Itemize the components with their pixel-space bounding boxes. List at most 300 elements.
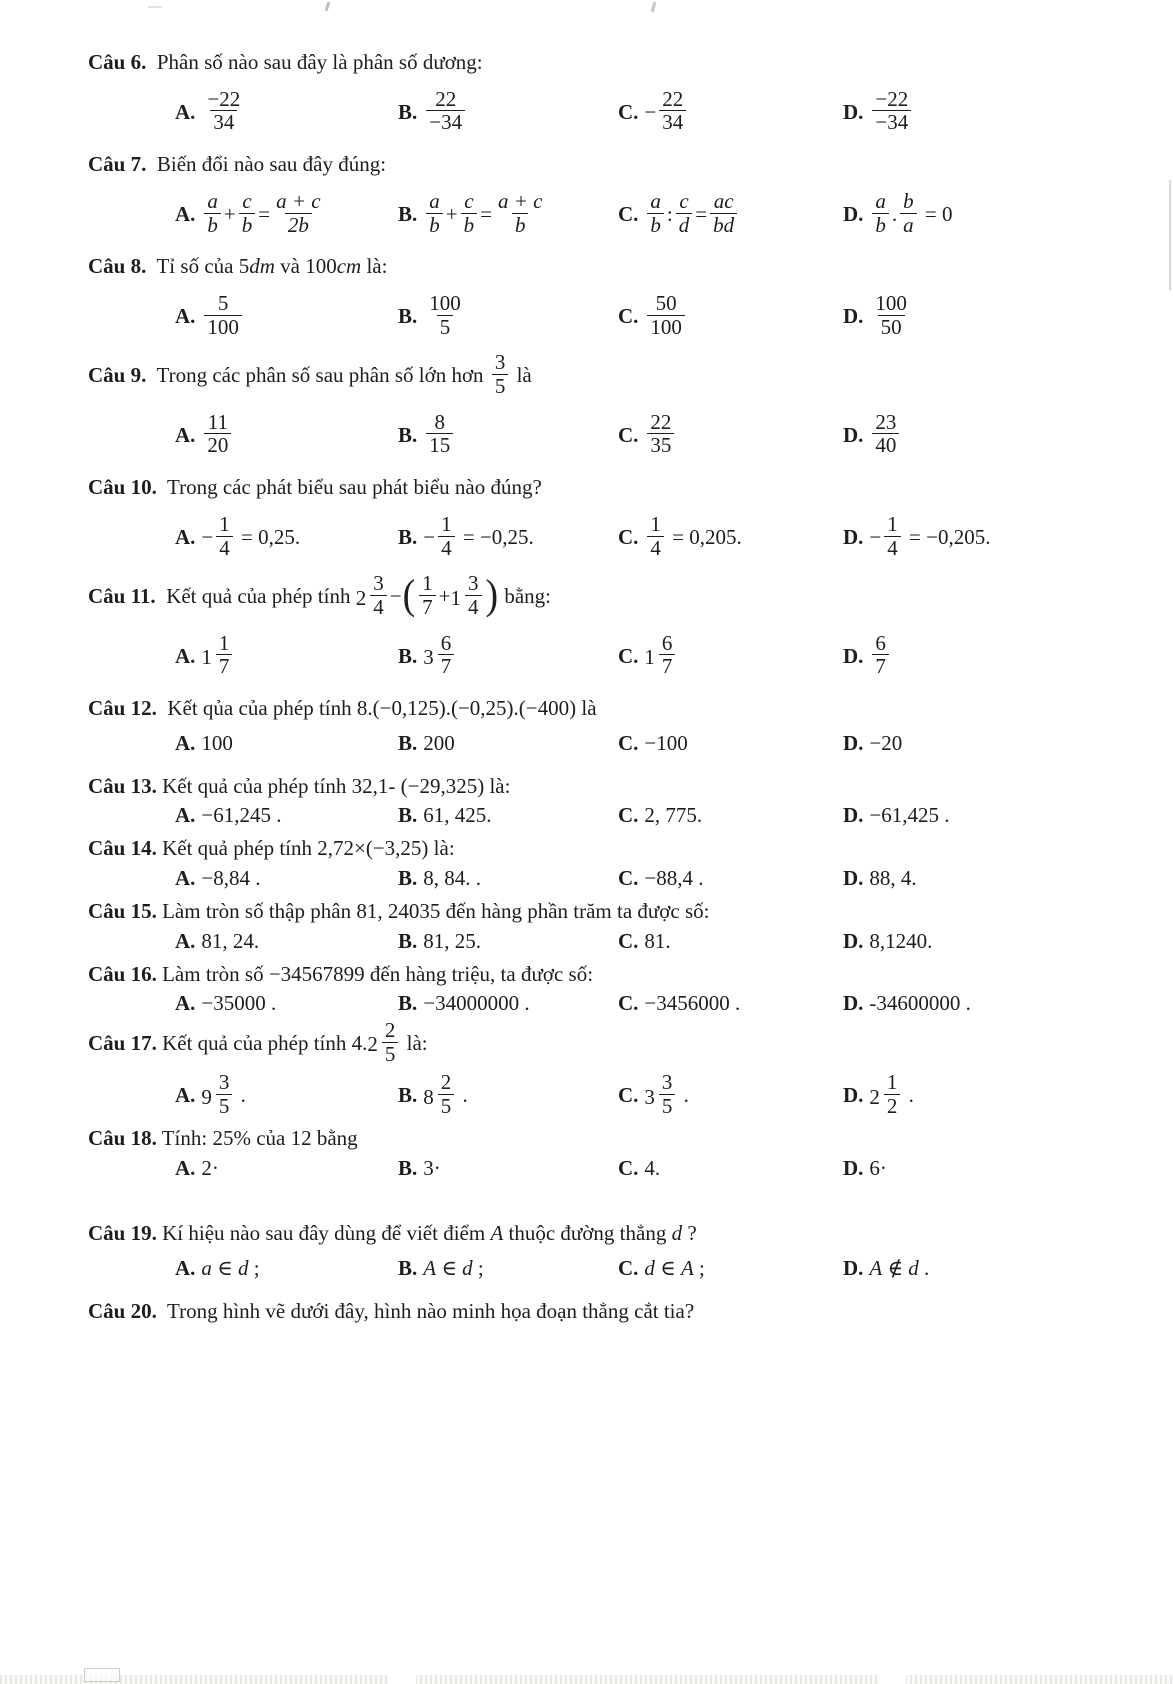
- option: [618, 1154, 843, 1184]
- question-stem: [88, 772, 1121, 802]
- question: [88, 350, 1121, 460]
- option-key: C.: [618, 99, 639, 124]
- option-value: [201, 630, 235, 679]
- text-run: .: [235, 1083, 246, 1108]
- fraction: [273, 190, 324, 236]
- text-run: = −0,205.: [903, 524, 991, 549]
- option-value: [423, 1156, 441, 1180]
- text-run: 8, 84. .: [423, 866, 482, 891]
- option-value: [423, 1070, 468, 1119]
- option-key: B.: [398, 643, 418, 668]
- option-value: [201, 1256, 259, 1280]
- options-row: [175, 409, 1121, 460]
- fraction: [495, 190, 546, 236]
- fraction-denominator: 4: [370, 595, 387, 619]
- question: [88, 1124, 1121, 1184]
- fraction: [426, 411, 453, 457]
- option-value: [869, 731, 902, 755]
- stem-text: [157, 475, 542, 499]
- option: [398, 291, 618, 341]
- option-key: A.: [175, 1083, 196, 1108]
- fraction-denominator: 4: [216, 536, 233, 560]
- fraction-numerator: 2: [384, 1018, 396, 1043]
- question-label: Câu 14.: [88, 836, 157, 861]
- fraction-numerator: −22: [207, 86, 241, 111]
- fraction-numerator: 22: [435, 86, 457, 111]
- fraction-numerator: a + c: [497, 188, 543, 213]
- text-run: Trong các phân số sau phân số lớn hơn: [146, 363, 489, 388]
- option-key: A.: [175, 803, 196, 828]
- option: [175, 630, 398, 681]
- question-label: Câu 15.: [88, 898, 157, 923]
- text-run: −35000 .: [201, 991, 277, 1016]
- fraction-numerator: 100: [429, 291, 461, 316]
- text-run: ∈: [654, 1256, 681, 1281]
- text-run: −: [389, 584, 402, 609]
- question-stem: [88, 1124, 1121, 1154]
- fraction-numerator: 100: [875, 291, 907, 316]
- option: [843, 1254, 1121, 1284]
- option: [175, 188, 398, 239]
- option-value: [201, 1070, 246, 1119]
- question-label: Câu 17.: [88, 1031, 157, 1056]
- math-variable: d: [908, 1256, 919, 1281]
- fraction-numerator: 3: [468, 571, 479, 596]
- option-key: D.: [843, 422, 864, 447]
- option-value: [201, 511, 301, 560]
- option-key: C.: [618, 201, 639, 226]
- option-key: A.: [175, 304, 196, 329]
- option-key: A.: [175, 730, 196, 755]
- fraction-denominator: 40: [872, 433, 899, 457]
- fraction-denominator: d: [676, 213, 693, 237]
- text-run: = 0,205.: [666, 524, 742, 549]
- fraction-numerator: a: [650, 188, 661, 213]
- fraction-denominator: 50: [878, 315, 905, 339]
- question-label: Câu 7.: [88, 152, 147, 177]
- mixed-number: [201, 630, 235, 681]
- fraction-numerator: 6: [875, 630, 886, 655]
- fraction-denominator: 5: [216, 1094, 233, 1118]
- question-stem: [88, 694, 1121, 724]
- fraction-numerator: 3: [218, 1070, 230, 1095]
- option-value: [201, 929, 259, 953]
- question: [88, 473, 1121, 562]
- option: [175, 864, 398, 894]
- fraction: [426, 292, 464, 338]
- fraction-numerator: 1: [887, 511, 898, 536]
- question-stem: [88, 252, 1121, 282]
- option-key: C.: [618, 524, 639, 549]
- text-run: .: [918, 1256, 930, 1281]
- text-run: =: [480, 201, 492, 226]
- option-key: C.: [618, 1083, 639, 1108]
- option: [618, 188, 843, 239]
- text-run: +: [223, 201, 236, 226]
- option: [618, 291, 843, 341]
- fraction-numerator: a: [207, 188, 218, 213]
- option: [175, 511, 398, 562]
- text-run: −100: [644, 730, 688, 755]
- text-run: Tỉ số của 5: [146, 254, 250, 279]
- fraction-denominator: 2: [884, 1094, 901, 1118]
- text-run: là:: [361, 254, 388, 279]
- text-run: 4.: [644, 1155, 661, 1180]
- scan-artifact: [388, 1674, 416, 1684]
- fraction-denominator: b: [204, 213, 221, 237]
- big-paren: (: [402, 571, 416, 619]
- option-key: B.: [398, 991, 418, 1016]
- option: [175, 801, 398, 831]
- fraction-denominator: 100: [204, 315, 242, 339]
- stem-text: [156, 1018, 428, 1066]
- option-value: [423, 991, 529, 1015]
- option-key: D.: [843, 524, 864, 549]
- text-run: và 100: [274, 254, 337, 279]
- fraction: [647, 292, 685, 338]
- options-row: [175, 1154, 1121, 1184]
- option-value: [644, 866, 703, 890]
- option: [843, 188, 1121, 239]
- option: [398, 729, 618, 759]
- option-value: [423, 188, 548, 237]
- fraction-numerator: 6: [661, 630, 673, 655]
- option-value: [869, 409, 902, 458]
- option: [618, 630, 843, 681]
- mixed-whole: 8: [423, 1084, 434, 1109]
- fraction-denominator: 4: [438, 536, 455, 560]
- options-row: [175, 927, 1121, 957]
- options-row: [175, 1070, 1121, 1120]
- option: [843, 801, 1121, 831]
- scan-artifact: [651, 2, 656, 12]
- option-key: D.: [843, 99, 864, 124]
- option-value: [644, 929, 670, 953]
- fraction-denominator: 4: [647, 536, 664, 560]
- option: [618, 989, 843, 1019]
- option-key: A.: [175, 201, 196, 226]
- option-key: D.: [843, 1155, 864, 1180]
- text-run: −34000000 .: [423, 991, 530, 1016]
- fraction-denominator: 2b: [285, 213, 312, 237]
- option: [618, 409, 843, 460]
- math-variable: A: [423, 1256, 437, 1281]
- fraction-numerator: 22: [662, 86, 684, 111]
- fraction-numerator: 50: [655, 291, 677, 316]
- option-value: [644, 86, 689, 135]
- text-run: Kết quả của phép tính 32,1- (−29,325) là:: [156, 773, 511, 798]
- option-key: C.: [618, 1155, 639, 1180]
- fraction-numerator: 23: [875, 409, 897, 434]
- fraction: [872, 292, 910, 338]
- question: [88, 834, 1121, 894]
- option-key: C.: [618, 422, 639, 447]
- options-row: [175, 630, 1121, 681]
- option-value: [201, 866, 260, 890]
- fraction-denominator: −34: [872, 110, 911, 134]
- fraction: [659, 88, 686, 134]
- fraction: [872, 88, 911, 134]
- option-key: C.: [618, 803, 639, 828]
- option: [843, 86, 1121, 137]
- text-run: ?: [682, 1221, 697, 1246]
- option-value: [644, 409, 677, 458]
- text-run: −: [423, 524, 436, 549]
- option: [398, 630, 618, 681]
- text-run: −61,245 .: [201, 803, 282, 828]
- stem-text: [157, 696, 597, 720]
- text-run: −20: [869, 730, 903, 755]
- text-run: Trong các phát biểu sau phát biểu nào đúng?: [156, 475, 542, 500]
- option-value: [423, 86, 468, 135]
- question-stem: [88, 48, 1121, 78]
- fraction: [465, 572, 482, 618]
- text-run: −: [869, 524, 882, 549]
- big-paren: ): [485, 571, 499, 619]
- fraction-denominator: 7: [419, 595, 436, 619]
- scan-artifact: [0, 1675, 1173, 1684]
- mixed-number: [450, 571, 485, 621]
- option: [175, 927, 398, 957]
- fraction-denominator: 4: [465, 595, 482, 619]
- fraction-denominator: b: [872, 213, 889, 237]
- option-value: [201, 188, 326, 237]
- stem-text: [146, 50, 482, 74]
- option-value: [201, 409, 234, 458]
- option-value: [423, 803, 491, 827]
- option-value: [201, 991, 276, 1015]
- text-run: 6·: [869, 1155, 887, 1180]
- question: [88, 772, 1121, 832]
- option: [398, 1154, 618, 1184]
- mixed-whole: 3: [423, 644, 434, 669]
- option-key: D.: [843, 803, 864, 828]
- text-run: thuộc đường thẳng: [503, 1221, 672, 1246]
- option: [618, 1070, 843, 1120]
- text-run: Kết quả của phép tính: [155, 584, 356, 609]
- fraction-numerator: 2: [440, 1070, 452, 1095]
- option-key: B.: [398, 1083, 418, 1108]
- text-run: 81, 24.: [201, 928, 260, 953]
- text-run: 100: [201, 730, 233, 755]
- fraction-denominator: b: [239, 213, 256, 237]
- mixed-whole: 2: [869, 1084, 880, 1109]
- text-run: .: [903, 1083, 914, 1108]
- fraction-denominator: 7: [438, 654, 455, 678]
- option-key: D.: [843, 304, 864, 329]
- option-key: D.: [843, 201, 864, 226]
- option-value: [423, 929, 481, 953]
- option-key: C.: [618, 1256, 639, 1281]
- option-value: [644, 731, 687, 755]
- text-run: .: [678, 1083, 689, 1108]
- text-run: = −0,25.: [457, 524, 534, 549]
- option-key: B.: [398, 304, 418, 329]
- option-key: B.: [398, 99, 418, 124]
- fraction: [426, 88, 465, 134]
- option-value: [869, 1070, 914, 1119]
- fraction: [204, 190, 221, 236]
- stem-text: [157, 962, 593, 986]
- text-run: Phân số nào sau đây là phân số dương:: [146, 50, 483, 74]
- option-key: B.: [398, 1155, 418, 1180]
- stem-text: [157, 1221, 697, 1245]
- options-row: [175, 188, 1121, 239]
- options-row: [175, 1254, 1121, 1284]
- option-key: A.: [175, 991, 196, 1016]
- fraction: [492, 351, 509, 397]
- option: [843, 989, 1121, 1019]
- text-run: là:: [401, 1031, 428, 1056]
- question-label: Câu 12.: [88, 696, 157, 720]
- fraction: [216, 632, 233, 678]
- mixed-number: [644, 1070, 678, 1120]
- question: [88, 1219, 1121, 1284]
- question: [88, 1297, 1121, 1327]
- fraction: [710, 190, 737, 236]
- text-run: bằng:: [499, 584, 551, 609]
- scan-artifact: [84, 1668, 120, 1682]
- stem-text: [157, 899, 710, 923]
- fraction-denominator: b: [647, 213, 664, 237]
- fraction: [426, 190, 443, 236]
- option-key: B.: [398, 422, 418, 447]
- mixed-whole: 1: [644, 644, 655, 669]
- option-key: A.: [175, 928, 196, 953]
- fraction-denominator: 7: [216, 654, 233, 678]
- text-run: Kết qủa của phép tính 8.(−0,125).(−0,25).(−400) là: [156, 696, 597, 720]
- option-key: B.: [398, 1256, 418, 1281]
- option-key: A.: [175, 422, 196, 447]
- option-key: D.: [843, 991, 864, 1016]
- fraction-numerator: a: [429, 188, 440, 213]
- fraction-numerator: c: [679, 188, 689, 213]
- fraction-numerator: a: [875, 188, 886, 213]
- options-row: [175, 864, 1121, 894]
- question-label: Câu 6.: [88, 50, 147, 74]
- text-run: 81, 25.: [423, 928, 482, 953]
- fraction-denominator: 34: [659, 110, 686, 134]
- option-key: D.: [843, 1256, 864, 1281]
- fraction: [872, 632, 889, 678]
- scan-artifact: [325, 2, 331, 11]
- option: [398, 86, 618, 137]
- option: [843, 291, 1121, 341]
- options-row: [175, 86, 1121, 137]
- option-value: [869, 188, 953, 237]
- mixed-whole: 1: [201, 644, 212, 669]
- fraction-numerator: 5: [217, 291, 229, 316]
- option: [618, 801, 843, 831]
- text-run: −3456000 .: [644, 991, 741, 1016]
- option-key: C.: [618, 643, 639, 668]
- fraction-denominator: 5: [659, 1094, 676, 1118]
- question-label: Câu 18.: [88, 1125, 157, 1150]
- fraction-denominator: −34: [426, 110, 465, 134]
- question-stem: [88, 834, 1121, 864]
- fraction-numerator: 3: [373, 571, 384, 596]
- option-value: [644, 1156, 660, 1180]
- fraction: [884, 513, 901, 559]
- option-key: A.: [175, 643, 196, 668]
- text-run: Kết quả phép tính 2,72×(−3,25) là:: [156, 836, 455, 861]
- text-run: ;: [472, 1256, 484, 1281]
- option-value: [869, 803, 949, 827]
- math-variable: d: [644, 1256, 655, 1281]
- option-value: [201, 1156, 219, 1180]
- question: [88, 571, 1121, 681]
- fraction-denominator: b: [512, 213, 529, 237]
- option-key: B.: [398, 524, 418, 549]
- text-run: :: [666, 201, 673, 226]
- question-stem: [88, 1297, 1121, 1327]
- options-row: [175, 801, 1121, 831]
- option-key: D.: [843, 1083, 864, 1108]
- fraction: [216, 1071, 233, 1117]
- fraction-numerator: b: [903, 188, 914, 213]
- text-run: 81.: [644, 928, 671, 953]
- fraction-denominator: 5: [437, 315, 454, 339]
- text-run: Kết quả của phép tính 4.: [156, 1031, 368, 1056]
- option-key: C.: [618, 304, 639, 329]
- fraction-numerator: ac: [713, 188, 734, 213]
- option-key: D.: [843, 866, 864, 891]
- options-row: [175, 511, 1121, 562]
- fraction: [216, 513, 233, 559]
- question-label: Câu 16.: [88, 961, 157, 986]
- option-value: [869, 291, 913, 339]
- option: [843, 630, 1121, 681]
- fraction: [438, 513, 455, 559]
- option-value: [423, 866, 481, 890]
- option-value: [423, 1256, 483, 1280]
- option-value: [423, 511, 534, 560]
- fraction: [647, 190, 664, 236]
- question: [88, 897, 1121, 957]
- fraction: [647, 411, 674, 457]
- fraction: [676, 190, 693, 236]
- text-run: −: [201, 524, 214, 549]
- option-key: A.: [175, 1155, 196, 1180]
- option-key: A.: [175, 1256, 196, 1281]
- mixed-whole: 2: [355, 585, 367, 610]
- fraction-denominator: 15: [426, 433, 453, 457]
- text-run: Tính: 25% của 12 bằng: [156, 1125, 358, 1150]
- math-variable: A: [869, 1256, 883, 1281]
- mixed-number: [423, 1070, 457, 1120]
- stem-text: [157, 836, 455, 860]
- option-key: D.: [843, 928, 864, 953]
- fraction: [659, 1071, 676, 1117]
- fraction-denominator: 7: [659, 654, 676, 678]
- text-run: Trong hình vẽ dưới đây, hình nào minh họa đoạn thẳng cắt tia?: [156, 1299, 695, 1324]
- option-value: [869, 866, 916, 890]
- text-run: là: [511, 363, 532, 388]
- option: [618, 511, 843, 562]
- fraction-denominator: 20: [204, 433, 231, 457]
- fraction: [204, 292, 242, 338]
- mixed-number: [367, 1018, 401, 1068]
- text-run: 61, 425.: [423, 803, 492, 828]
- mixed-number: [201, 1070, 235, 1120]
- mixed-number: [355, 571, 390, 621]
- text-run: =: [258, 201, 271, 226]
- options-row: [175, 291, 1121, 341]
- option-key: C.: [618, 928, 639, 953]
- fraction-numerator: 3: [494, 350, 506, 375]
- option: [398, 989, 618, 1019]
- option: [175, 989, 398, 1019]
